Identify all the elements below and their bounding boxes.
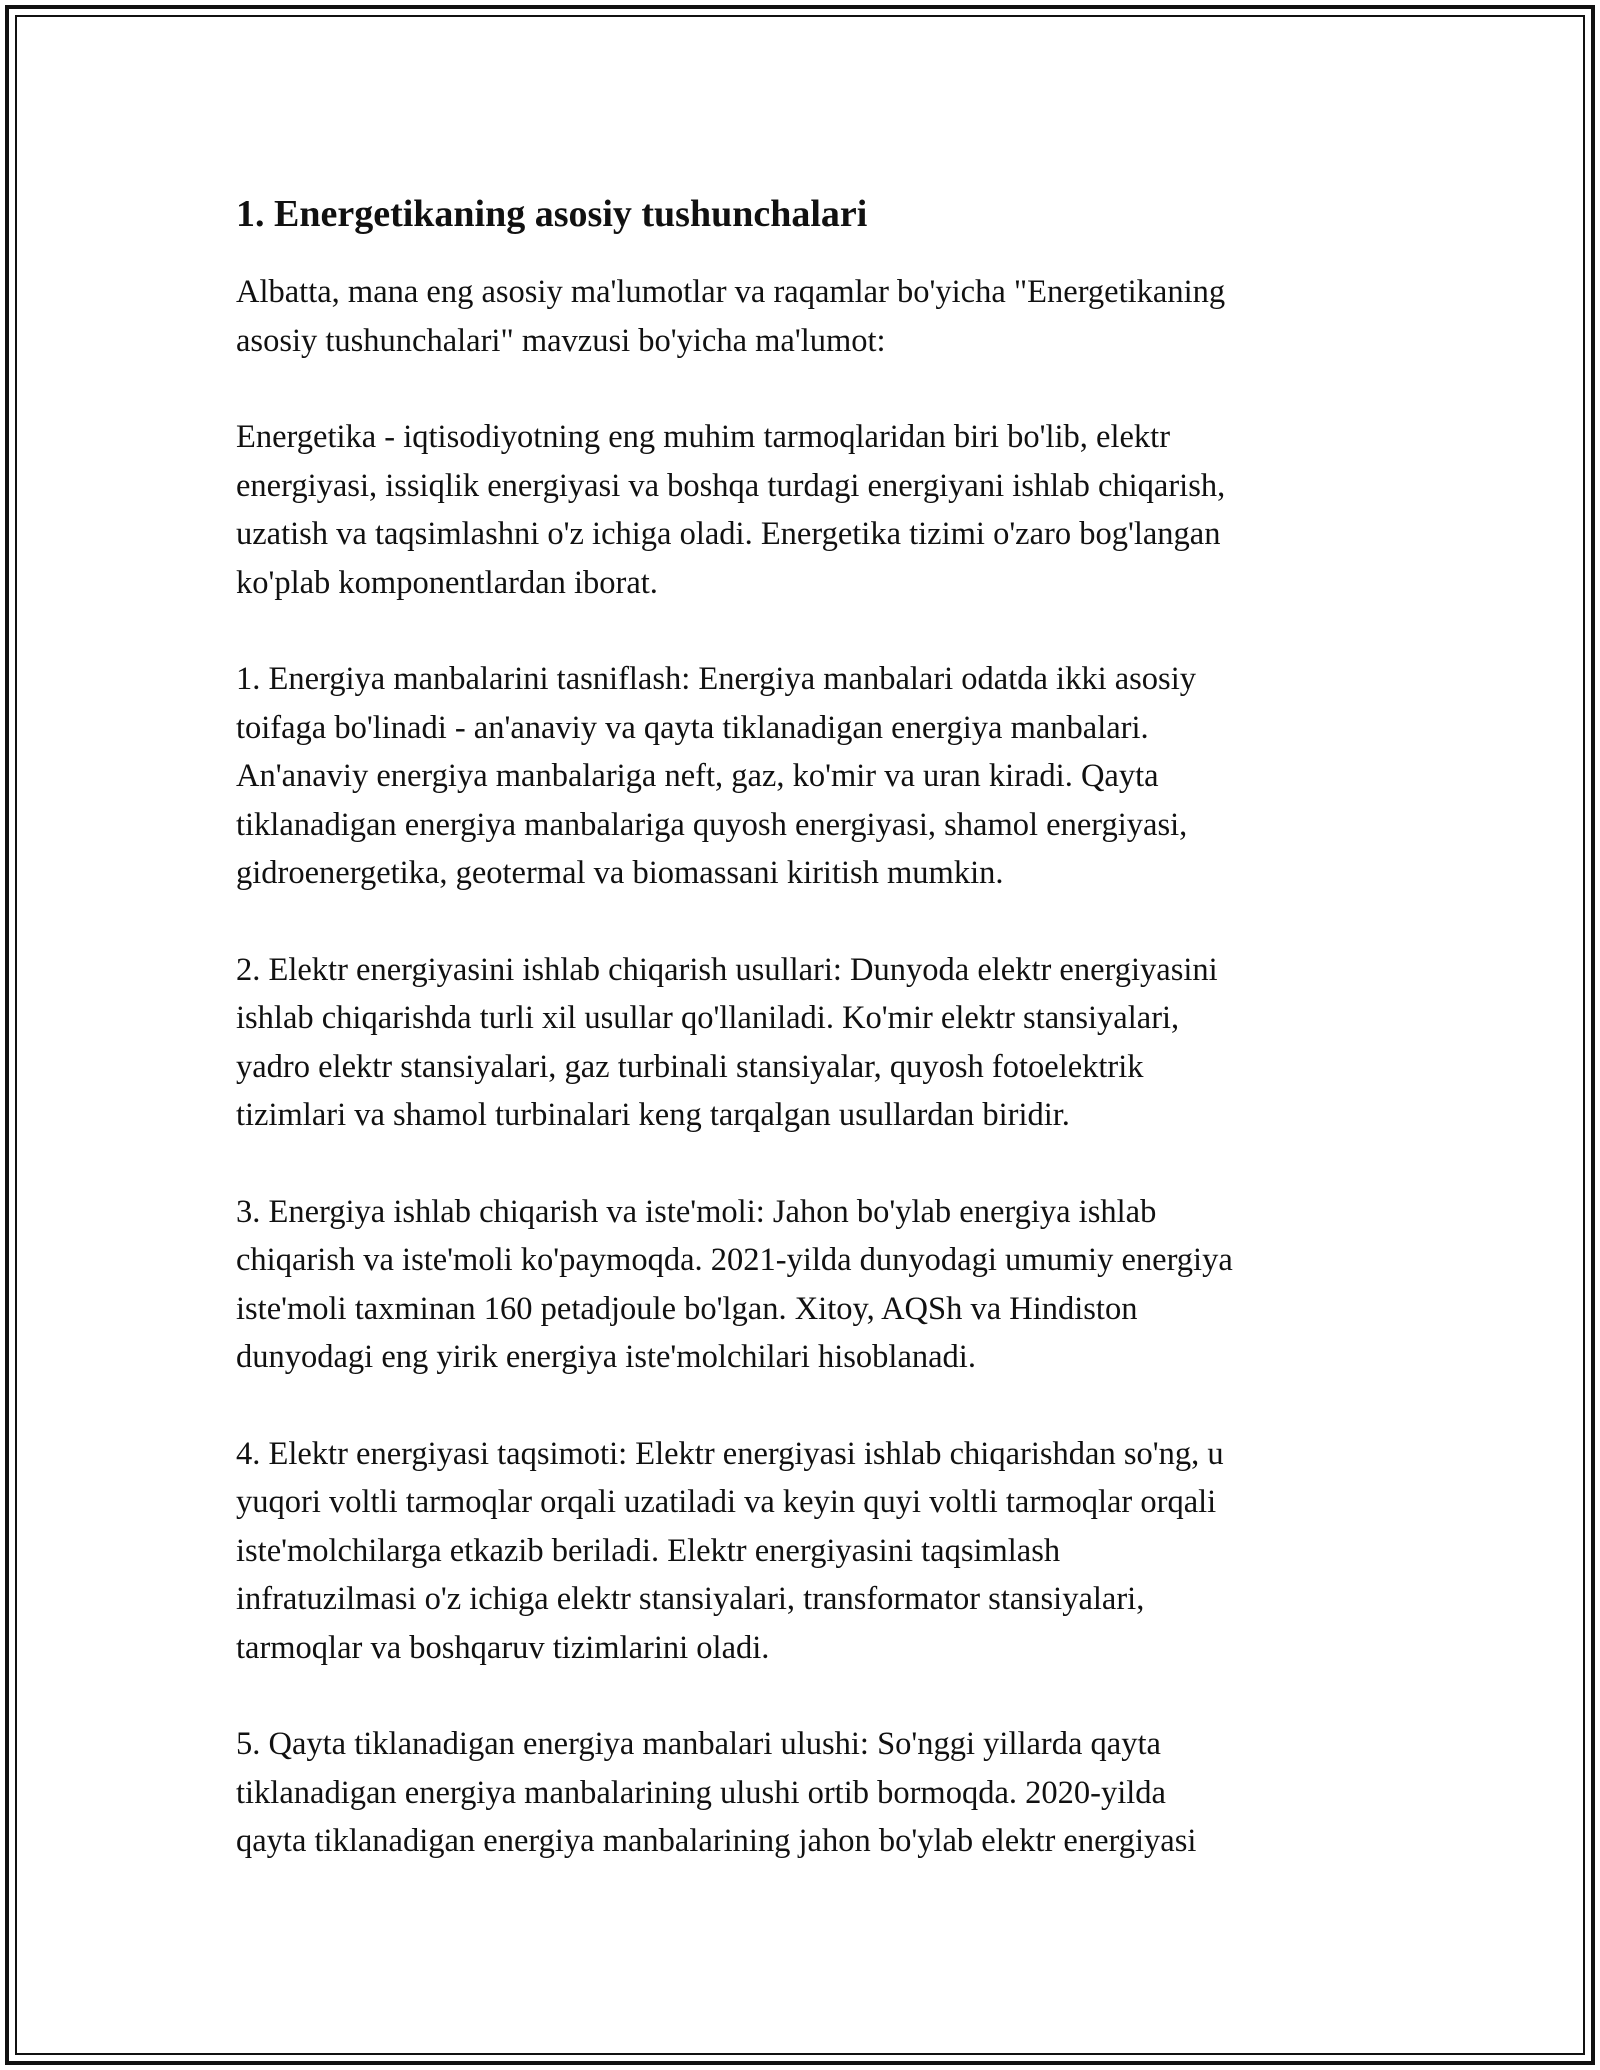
paragraph-line: chiqarish va iste'moli ko'paymoqda. 2021-yilda dunyodagi umumiy energiya — [236, 1242, 1233, 1278]
paragraph-line: gidroenergetika, geotermal va biomassani kiritish mumkin. — [236, 855, 1004, 891]
paragraph-line: tiklanadigan energiya manbalariga quyosh energiyasi, shamol energiyasi, — [236, 806, 1188, 843]
page-title: 1. Energetikaning asosiy tushunchalari — [236, 193, 868, 235]
paragraph-line: 3. Energiya ishlab chiqarish va iste'moli: Jahon bo'ylab energiya ishlab — [236, 1193, 1157, 1230]
document-body — [236, 190, 1376, 1914]
paragraph-line: infratuzilmasi o'z ichiga elektr stansiyalari, transformator stansiyalari, — [236, 1581, 1145, 1617]
paragraph-line: asosiy tushunchalari" mavzusi bo'yicha ma'lumot: — [236, 322, 886, 359]
paragraph-line: iste'moli taxminan 160 petadjoule bo'lgan. Xitoy, AQSh va Hindiston — [236, 1290, 1138, 1327]
section-paragraph-3 — [236, 1188, 1376, 1382]
paragraph-line: tarmoqlar va boshqaruv tizimlarini oladi. — [236, 1629, 770, 1666]
paragraph-line: 2. Elektr energiyasini ishlab chiqarish usullari: Dunyoda elektr energiyasini — [236, 951, 1218, 988]
section-paragraph-2 — [236, 946, 1376, 1140]
paragraph-line: toifaga bo'linadi - an'anaviy va qayta tiklanadigan energiya manbalari. — [236, 709, 1149, 746]
paragraph-line: tiklanadigan energiya manbalarining ulushi ortib bormoqda. 2020-yilda — [236, 1774, 1166, 1811]
section-paragraph-5 — [236, 1720, 1376, 1866]
paragraph-line: Albatta, mana eng asosiy ma'lumotlar va raqamlar bo'yicha "Energetikaning — [236, 274, 1226, 310]
paragraph-line: tizimlari va shamol turbinalari keng tarqalgan usullardan biridir. — [236, 1097, 1070, 1133]
paragraph-line: 4. Elektr energiyasi taqsimoti: Elektr energiyasi ishlab chiqarishdan so'ng, u — [236, 1435, 1224, 1472]
paragraph-line: qayta tiklanadigan energiya manbalarining jahon bo'ylab elektr energiyasi — [236, 1823, 1197, 1859]
paragraph-line: ishlab chiqarishda turli xil usullar qo'llaniladi. Ko'mir elektr stansiyalari, — [236, 1000, 1180, 1036]
intro-paragraph — [236, 268, 1376, 365]
paragraph-line: ko'plab komponentlardan iborat. — [236, 564, 658, 601]
section-paragraph-1 — [236, 655, 1376, 898]
paragraph-line: uzatish va taqsimlashni o'z ichiga oladi. Energetika tizimi o'zaro bog'langan — [236, 516, 1221, 552]
paragraph-line: Energetika - iqtisodiyotning eng muhim tarmoqlaridan biri bo'lib, elektr — [236, 419, 1171, 455]
paragraph-line: energiyasi, issiqlik energiyasi va boshqa turdagi energiyani ishlab chiqarish, — [236, 467, 1226, 504]
paragraph-line: yuqori voltli tarmoqlar orqali uzatiladi va keyin quyi voltli tarmoqlar orqali — [236, 1484, 1217, 1520]
paragraph-line: iste'molchilarga etkazib beriladi. Elektr energiyasini taqsimlash — [236, 1532, 1061, 1569]
paragraph-line: 1. Energiya manbalarini tasniflash: Energiya manbalari odatda ikki asosiy — [236, 661, 1196, 697]
paragraph-line: An'anaviy energiya manbalariga neft, gaz, ko'mir va uran kiradi. Qayta — [236, 758, 1159, 794]
paragraph-line: 5. Qayta tiklanadigan energiya manbalari ulushi: So'nggi yillarda qayta — [236, 1726, 1161, 1762]
section-paragraph-4 — [236, 1430, 1376, 1673]
paragraph-line: dunyodagi eng yirik energiya iste'molchilari hisoblanadi. — [236, 1339, 976, 1375]
paragraph-line: yadro elektr stansiyalari, gaz turbinali stansiyalar, quyosh fotoelektrik — [236, 1048, 1144, 1085]
definition-paragraph — [236, 413, 1376, 607]
